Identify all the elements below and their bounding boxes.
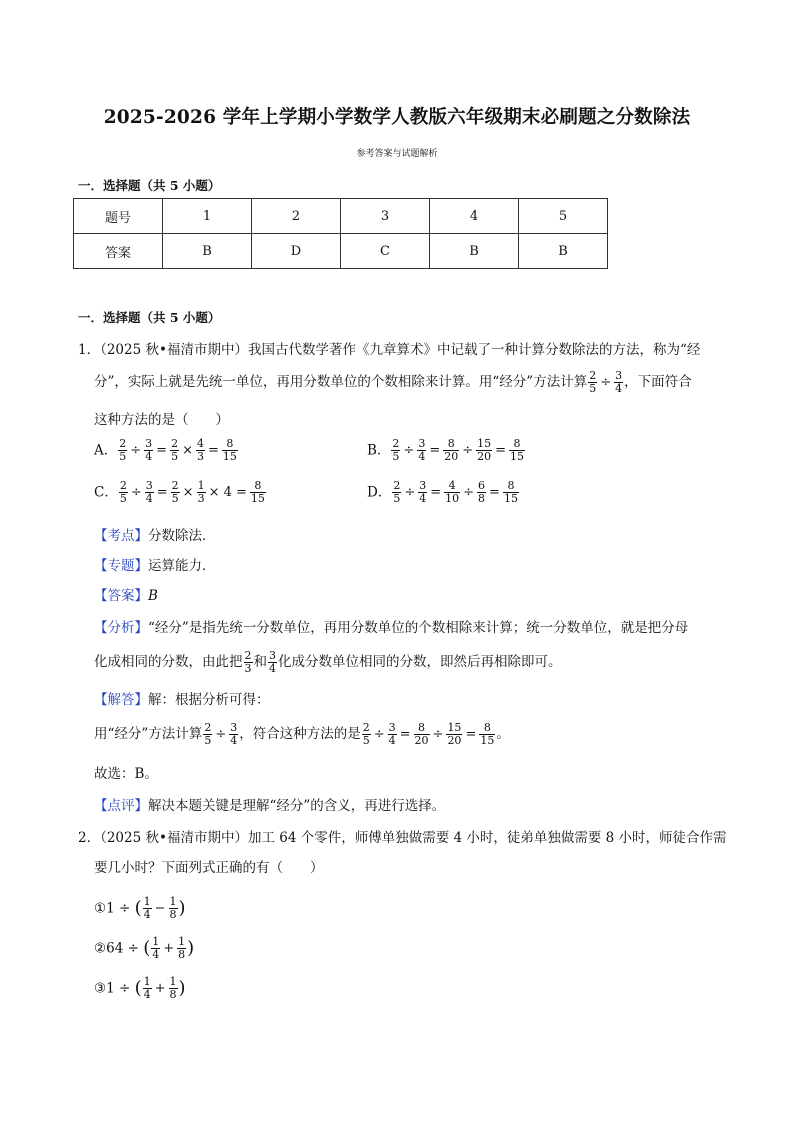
q1-option-c: C． $\frac{2}{5}$ ÷ $\frac{3}{4}$ = $\frac{2}{5}$ × $\frac{1}{3}$ × 4 = $\frac{8}{15}$ xyxy=(94,479,265,505)
q1-stem-line1: 1．（2025 秋•福清市期中）我国古代数学著作《九章算术》中记载了一种计算分数除法的方法，称为“经 xyxy=(78,342,701,358)
q1-comment: 【点评】解决本题关键是理解“经分”的含义，再进行选择。 xyxy=(94,798,446,814)
q1-answer: 【答案】B xyxy=(94,588,158,604)
table-row xyxy=(74,199,608,234)
q2-option-1: ①1 ÷ ( $\frac{1}{4}$ − $\frac{1}{8}$ ) xyxy=(94,895,186,921)
q1-choice: 故选：B。 xyxy=(94,766,158,782)
table-cell: 5 xyxy=(519,199,608,234)
table-cell: 2 xyxy=(252,199,341,234)
table-cell: 1 xyxy=(163,199,252,234)
section-heading-answers: 一．选择题（共 5 小题） xyxy=(78,178,221,193)
q1-option-a: A． $\frac{2}{5}$ ÷ $\frac{3}{4}$ = $\frac{2}{5}$ × $\frac{4}{3}$ = $\frac{8}{15}$ xyxy=(94,437,237,463)
table-cell: D xyxy=(252,234,341,269)
q2-option-2: ②64 ÷ ( $\frac{1}{4}$ + $\frac{1}{8}$ ) xyxy=(94,935,195,961)
q1-analysis-line2: 化成相同的分数，由此把 $\frac{2}{3}$ 和 $\frac{3}{4}$ 化成分数单位相同的分数，即然后再相除即可。 xyxy=(94,649,562,675)
table-cell: 题号 xyxy=(74,199,163,234)
table-cell: 4 xyxy=(430,199,519,234)
table-cell: C xyxy=(341,234,430,269)
page-title: 2025-2026 学年上学期小学数学人教版六年级期末必刷题之分数除法 xyxy=(103,107,691,128)
table-cell: B xyxy=(519,234,608,269)
table-cell: B xyxy=(430,234,519,269)
q1-zhuanti: 【专题】运算能力． xyxy=(94,558,216,574)
q1-solution-line1: 【解答】解：根据分析可得： xyxy=(94,692,270,708)
table-cell: 3 xyxy=(341,199,430,234)
section-heading-solutions: 一．选择题（共 5 小题） xyxy=(78,310,221,325)
table-cell: B xyxy=(163,234,252,269)
q1-solution-line2: 用“经分”方法计算 $\frac{2}{5}$ ÷ $\frac{3}{4}$ ，符合这种方法的是 $\frac{2}{5}$ ÷ $\frac{3}{4}$ = $\frac{8}{20}$ ÷ $\frac{15}{20}$ = $\frac{8}{15}$ 。 xyxy=(94,721,510,747)
q1-option-d: D． $\frac{2}{5}$ ÷ $\frac{3}{4}$ = $\frac{4}{10}$ ÷ $\frac{6}{8}$ = $\frac{8}{15}$ xyxy=(367,479,518,505)
q1-option-b: B． $\frac{2}{5}$ ÷ $\frac{3}{4}$ = $\frac{8}{20}$ ÷ $\frac{15}{20}$ = $\frac{8}{15}$ xyxy=(367,437,525,463)
page-subtitle: 参考答案与试题解析 xyxy=(356,149,438,159)
table-row xyxy=(74,234,608,269)
table-cell: 答案 xyxy=(74,234,163,269)
q2-stem-line1: 2．（2025 秋•福清市期中）加工 64 个零件，师傅单独做需要 4 小时，徒弟单独做需要 8 小时，师徒合作需 xyxy=(78,830,727,846)
answer-table xyxy=(73,198,608,269)
q2-option-3: ③1 ÷ ( $\frac{1}{4}$ + $\frac{1}{8}$ ) xyxy=(94,975,186,1001)
q1-stem-line3: 这种方法的是（ ） xyxy=(94,412,229,428)
q1-stem-line2: 分”，实际上就是先统一单位，再用分数单位的个数相除来计算。用“经分”方法计算 $\frac{2}{5}$ ÷ $\frac{3}{4}$ ，下面符合 xyxy=(94,369,692,395)
q1-analysis-line1: 【分析】“经分”是指先统一分数单位，再用分数单位的个数相除来计算；统一分数单位，就是把分母 xyxy=(94,620,689,636)
q1-kaodian: 【考点】分数除法． xyxy=(94,528,216,544)
q2-stem-line2: 要几小时？下面列式正确的有（ ） xyxy=(94,860,324,876)
